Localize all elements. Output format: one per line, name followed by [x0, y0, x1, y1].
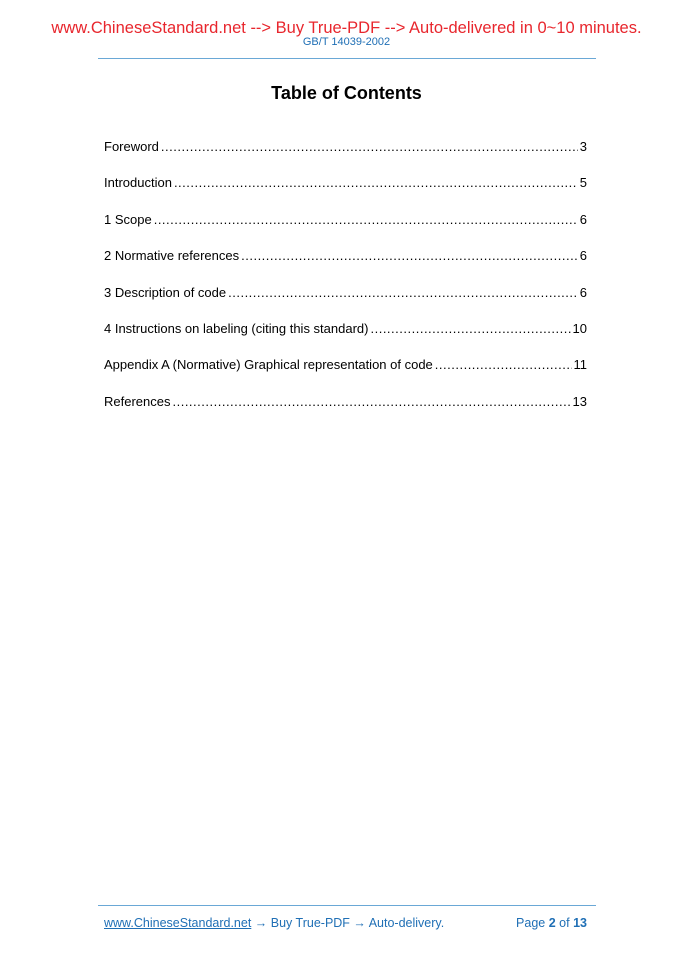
toc-entry-page: 6	[579, 248, 587, 264]
toc-entry-page: 5	[579, 175, 587, 191]
page-footer	[104, 915, 587, 931]
toc-entry-label: 4 Instructions on labeling (citing this standard)	[104, 320, 369, 336]
toc-entry-normative-references[interactable]	[104, 247, 587, 283]
footer-promo	[104, 915, 444, 931]
toc-entry-label: 3 Description of code	[104, 284, 227, 300]
toc-entry-page: 3	[579, 139, 587, 154]
footer-site-link[interactable]: www.ChineseStandard.net	[104, 916, 252, 930]
toc-entry-page: 6	[579, 211, 587, 227]
footer-promo-text: → Buy True-PDF → Auto-delivery.	[251, 916, 445, 930]
toc-leader-dots	[172, 393, 570, 410]
toc-entry-page: 11	[573, 357, 587, 373]
table-of-contents	[104, 138, 587, 429]
toc-entry-label: References	[104, 393, 171, 409]
header-divider	[98, 58, 596, 59]
toc-leader-dots	[154, 211, 578, 228]
toc-leader-dots	[174, 174, 578, 191]
toc-entry-foreword[interactable]	[104, 138, 587, 174]
toc-entry-references[interactable]	[104, 393, 587, 429]
toc-entry-instructions-on-labeling[interactable]	[104, 320, 587, 356]
toc-entry-label: Appendix A (Normative) Graphical representation of code	[104, 357, 433, 373]
toc-leader-dots	[241, 247, 578, 264]
toc-entry-page: 13	[572, 393, 587, 409]
toc-leader-dots	[435, 356, 572, 373]
total-pages-number: 13	[573, 916, 587, 930]
toc-entry-page: 10	[572, 320, 587, 336]
page-title: Table of Contents	[271, 83, 422, 103]
of-word: of	[559, 916, 570, 930]
toc-entry-scope[interactable]	[104, 211, 587, 247]
toc-entry-label: Introduction	[104, 175, 172, 191]
toc-entry-description-of-code[interactable]	[104, 284, 587, 320]
top-banner-link[interactable]: www.ChineseStandard.net --> Buy True-PDF --> Auto-delivered in 0~10 minutes.	[51, 19, 642, 37]
toc-entry-page: 6	[579, 284, 587, 300]
footer-divider	[98, 905, 596, 906]
toc-entry-appendix-a[interactable]	[104, 356, 587, 392]
page-word: Page	[516, 916, 546, 930]
toc-entry-label: Foreword	[104, 139, 159, 154]
page-number	[516, 915, 587, 931]
standard-code: GB/T 14039-2002	[302, 36, 391, 48]
toc-leader-dots	[228, 284, 578, 301]
toc-leader-dots	[161, 138, 578, 155]
toc-entry-label: 2 Normative references	[104, 248, 240, 264]
toc-entry-label: 1 Scope	[104, 211, 152, 227]
toc-entry-introduction[interactable]	[104, 174, 587, 210]
current-page-number: 2	[548, 916, 556, 930]
toc-leader-dots	[370, 320, 570, 337]
